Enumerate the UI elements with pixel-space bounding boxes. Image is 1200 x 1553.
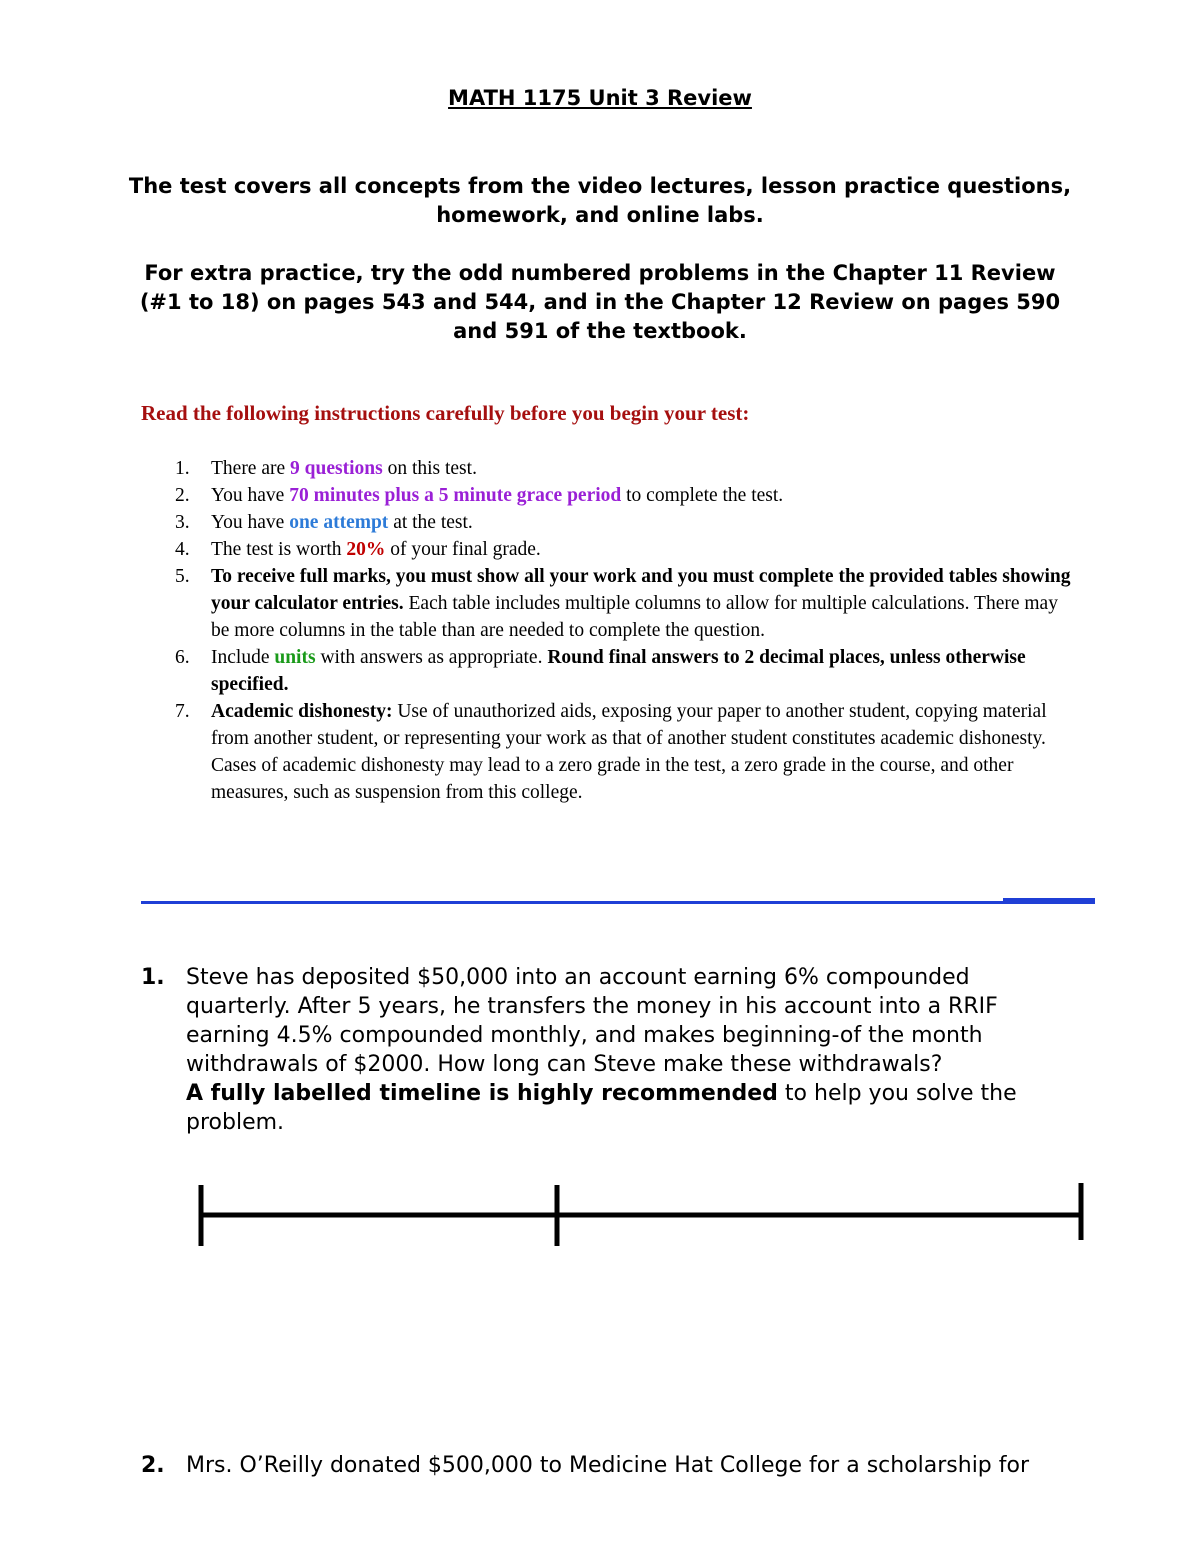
intro-extra-practice: For extra practice, try the odd numbered problems in the Chapter 11 Review (#1 to 18) on pages 543 and 544, and in the Chapter 12 Review on pages 590 and 591 of the textbook.	[139, 261, 1061, 343]
instruction-item	[141, 455, 1071, 482]
instructions-heading: Read the following instructions carefully before you begin your test:	[141, 401, 750, 425]
question-text: Steve has deposited $50,000 into an account earning 6% compounded quarterly. After 5 years, he transfers the money in his account into a RRIF earning 4.5% compounded monthly, and makes beginning-of the month withdrawals of $2000. How long can Steve make these withdrawals?	[186, 965, 998, 1077]
instruction-highlight: 20%	[346, 539, 386, 560]
instruction-bold: Round final answers to 2 decimal places, unless otherwise specified.	[211, 647, 1026, 695]
section-divider	[141, 901, 1095, 904]
question-text-tail: to help you solve the problem.	[186, 1081, 1017, 1135]
instruction-item	[141, 644, 1071, 698]
instruction-highlight: 9 questions	[290, 458, 383, 479]
instruction-item	[141, 482, 1071, 509]
instruction-item	[141, 698, 1071, 806]
instruction-text: You have	[211, 512, 290, 533]
question-number: 1.	[141, 965, 165, 990]
question-emphasis: A fully labelled timeline is highly recommended	[186, 1081, 778, 1106]
instructions-list	[141, 455, 1071, 806]
instruction-number: 2.	[175, 485, 190, 506]
instruction-text: at the test.	[388, 512, 473, 533]
instruction-text: on this test.	[382, 458, 477, 479]
instruction-bold: To receive full marks, you must show all your work and you must complete the provided tables showing your calculator entries.	[211, 566, 1071, 614]
instruction-highlight: units	[274, 647, 316, 668]
instruction-text: to complete the test.	[621, 485, 784, 506]
instruction-text: There are	[211, 458, 291, 479]
question-1	[141, 963, 1081, 1137]
instruction-text: Include	[211, 647, 275, 668]
page-title: MATH 1175 Unit 3 Review	[448, 86, 752, 110]
instruction-highlight: 70 minutes plus a 5 minute grace period	[289, 485, 622, 506]
instruction-item	[141, 509, 1071, 536]
instruction-text: Each table includes multiple columns to allow for multiple calculations. There may be more columns in the table than are needed to complete the question.	[211, 593, 1058, 641]
question-number: 2.	[141, 1453, 165, 1478]
timeline-diagram	[190, 1180, 1090, 1250]
instruction-number: 6.	[175, 647, 190, 668]
instruction-text: You have	[211, 485, 290, 506]
instruction-number: 7.	[175, 701, 190, 722]
instruction-text: of your final grade.	[385, 539, 541, 560]
instruction-number: 3.	[175, 512, 190, 533]
instruction-number: 4.	[175, 539, 190, 560]
section-divider-accent	[1003, 898, 1095, 902]
instruction-item	[141, 536, 1071, 563]
instruction-number: 5.	[175, 566, 190, 587]
instruction-item	[141, 563, 1071, 644]
question-text: Mrs. O’Reilly donated $500,000 to Medicine Hat College for a scholarship for	[186, 1453, 1030, 1478]
instruction-number: 1.	[175, 458, 190, 479]
instruction-bold: Academic dishonesty:	[211, 701, 393, 722]
instruction-highlight: one attempt	[289, 512, 389, 533]
instruction-text: with answers as appropriate.	[315, 647, 548, 668]
instruction-text: The test is worth	[211, 539, 347, 560]
question-2	[141, 1451, 1081, 1480]
intro-coverage: The test covers all concepts from the video lectures, lesson practice questions, homework, and online labs.	[128, 174, 1072, 227]
instruction-text: Use of unauthorized aids, exposing your paper to another student, copying material from another student, or representing your work as that of another student constitutes academic dishonesty. Cases of academic dishonesty may lead to a zero grade in the test, a zero grade in the course, and other measures, such as suspension from this college.	[211, 701, 1047, 803]
